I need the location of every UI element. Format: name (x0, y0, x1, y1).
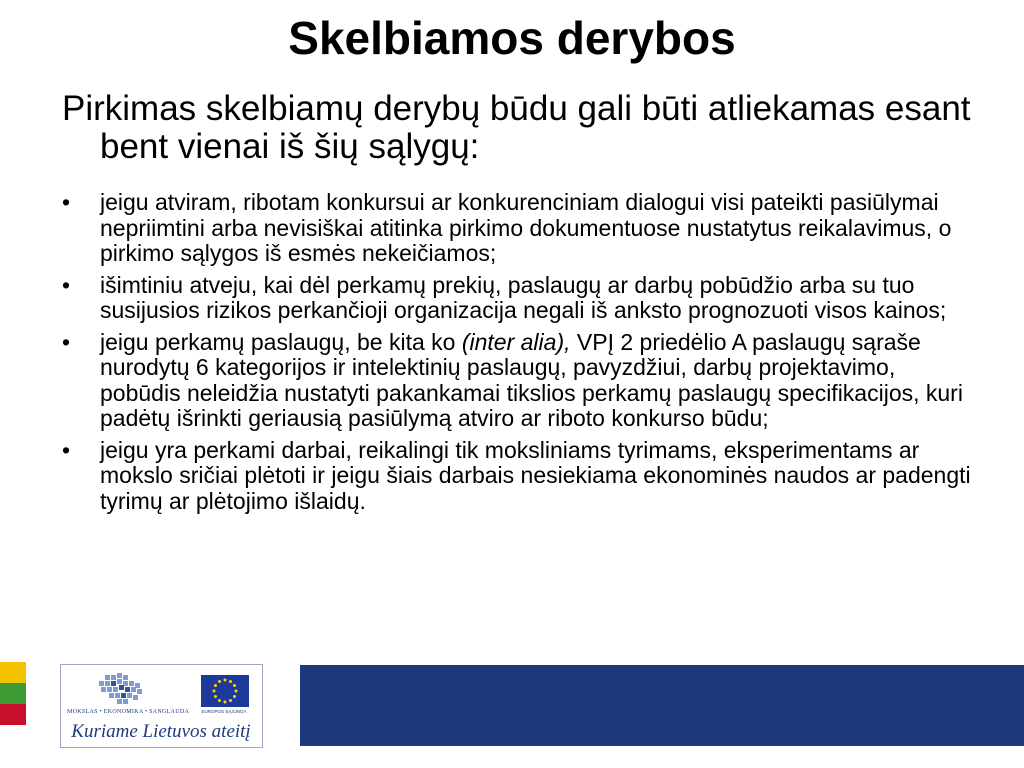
eu-label: EUROPOS SĄJUNGA (201, 709, 247, 714)
bullet-marker: • (62, 271, 71, 298)
list-item (62, 330, 982, 432)
conditions-list (62, 190, 982, 520)
lithuania-map-icon (91, 671, 161, 707)
bullet-marker: • (62, 436, 71, 463)
list-item-text-italic: (inter alia), (461, 328, 571, 355)
logo-slogan: Kuriame Lietuvos ateitį (71, 721, 251, 742)
list-item (62, 438, 982, 515)
intro-paragraph: Pirkimas skelbiamų derybų būdu gali būti atliekamas esant bent vienai iš šių sąlygų: (62, 89, 971, 166)
logo-tagline: MOKSLAS • EKONOMIKA • SANGLAUDA (67, 709, 190, 715)
stripe-yellow (0, 662, 26, 683)
list-item-text-start: jeigu perkamų paslaugų, be kita ko (100, 328, 462, 355)
list-item-text: jeigu yra perkami darbai, reikalingi tik moksliniams tyrimams, eksperimentams ar mokslo sričiai plėtoti ir jeigu šiais darbais nesiekiama ekonominės naudos ar padengti tyrimų ar plėtojimo išlaidų. (100, 436, 971, 514)
esf-logo (60, 664, 263, 748)
slide-title: Skelbiamos derybos (288, 12, 736, 64)
eu-flag-icon (201, 675, 249, 707)
list-item-text: jeigu atviram, ribotam konkursui ar konkurenciniam dialogui visi pateikti pasiūlymai nepriimtini arba nevisiškai atitinka pirkimo dokumentuose nustatytus reikalavimus, o pirkimo sąlygos iš esmės nekeičiamos; (100, 189, 952, 266)
list-item (62, 190, 982, 267)
list-item-text-end: VPĮ 2 priedėlio A paslaugų sąraše nurodytų 6 kategorijos ir intelektinių paslaugų, pavyzdžiui, darbų projektavimo, pobūdis neleidžia nustatyti pakankamai tikslios perkamų paslaugų specifikacijos, kuri padėtų išrinkti geriausią pasiūlymą atviro ar riboto konkurso būdu; (100, 328, 963, 431)
stripe-green (0, 683, 26, 704)
list-item-text: išimtiniu atveju, kai dėl perkamų prekių, paslaugų ar darbų pobūdžio arba su tuo susijusios rizikos perkančioji organizacija negali iš anksto prognozuoti visos kainos; (100, 271, 947, 323)
stripe-red (0, 704, 26, 725)
flag-stripes (0, 662, 26, 725)
bullet-marker: • (62, 328, 71, 355)
footer-band (300, 665, 1024, 746)
bullet-marker: • (62, 189, 71, 215)
list-item (62, 273, 982, 324)
